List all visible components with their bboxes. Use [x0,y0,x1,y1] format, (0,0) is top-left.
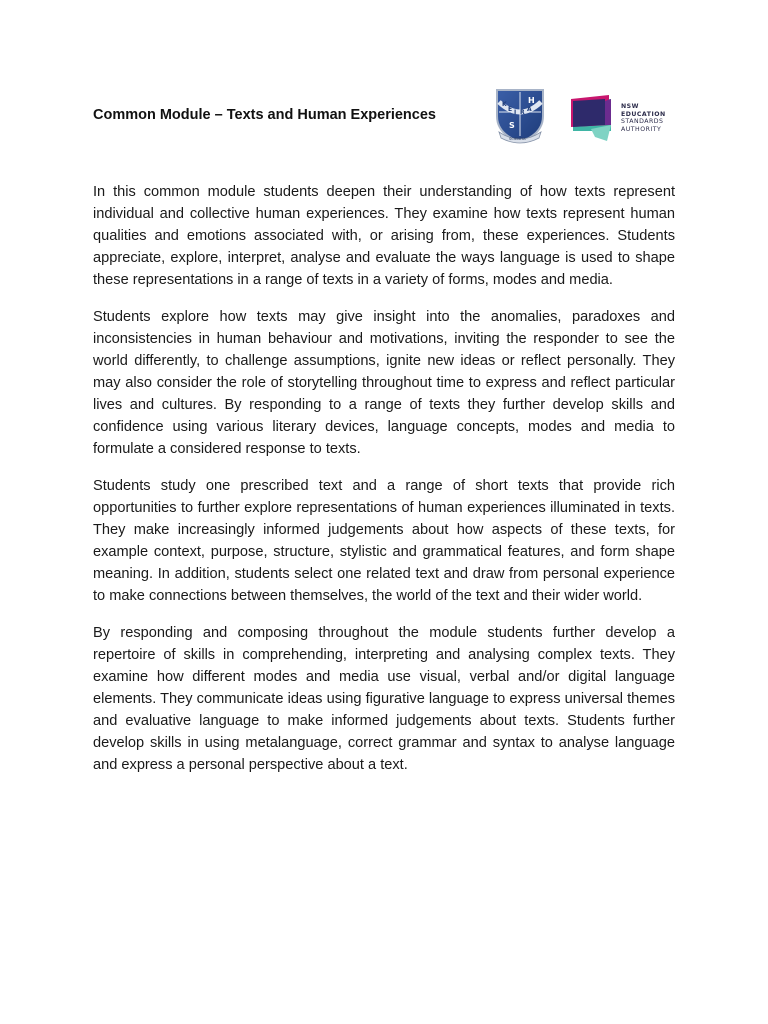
crest-letter-s: S [509,121,515,130]
nesa-line-4: AUTHORITY [621,125,662,133]
crest-letter-e: E [508,106,513,113]
document-header [93,86,693,146]
nesa-line-3: STANDARDS [621,118,664,126]
paragraph-3: Students study one prescribed text and a range of short texts that provide rich opportunities to further explore representations of human experiences illuminated in texts. They make increasingly informed judgements about how aspects of these texts, for example context, purpose, structure, stylistic and grammatical features, and form shape meaning. In addition, students select one related text and draw from personal experience to make connections between themselves, the world of the text and their wider world. [93,478,675,604]
nesa-line-1: NSW [621,103,639,110]
crest-letter-i: I [514,109,517,116]
crest-letter-r: R [520,109,525,116]
paragraph-1: In this common module students deepen their understanding of how texts represent individual and collective human experiences. They examine how texts represent human qualities and emotions associated with, or arising from, these experiences. Students appreciate, explore, interpret, analyse and evaluate the ways language is used to shape these representations in a range of texts in a variety of forms, modes and media. [93,184,675,288]
nesa-logo-icon [571,95,617,143]
paragraph-4: By responding and composing throughout the module students further develop a repertoire of skills in comprehending, interpreting and analysing complex texts. They examine how different modes and media use visual, verbal and/or digital language elements. They communicate ideas using figurative language to express universal themes and evaluative language to make informed judgements about texts. Students further develop skills in using metalanguage, correct grammar and syntax to analyse language and express a personal perspective about a text. [93,625,675,773]
document-body [93,181,675,791]
nesa-logo-text [621,103,666,133]
crest-letter-h: H [528,96,535,105]
crest-motto: SCIENTIA [509,137,526,141]
nesa-line-2: EDUCATION [621,110,666,118]
crest-letter-a: A [527,106,532,113]
school-crest-icon [493,86,547,146]
crest-letter-k: K [502,101,507,108]
page-title: Common Module – Texts and Human Experiences [93,107,436,123]
paragraph-2: Students explore how texts may give insight into the anomalies, paradoxes and inconsistencies in human behaviour and motivations, inviting the responder to see the world differently, to challenge assumptions, ignite new ideas or reflect personally. They may also consider the role of storytelling throughout time to express and reflect particular lives and cultures. By responding to a range of texts they further develop skills and confidence using various literary devices, language concepts, modes and media to formulate a considered response to texts. [93,309,675,457]
nesa-logo [571,95,671,143]
